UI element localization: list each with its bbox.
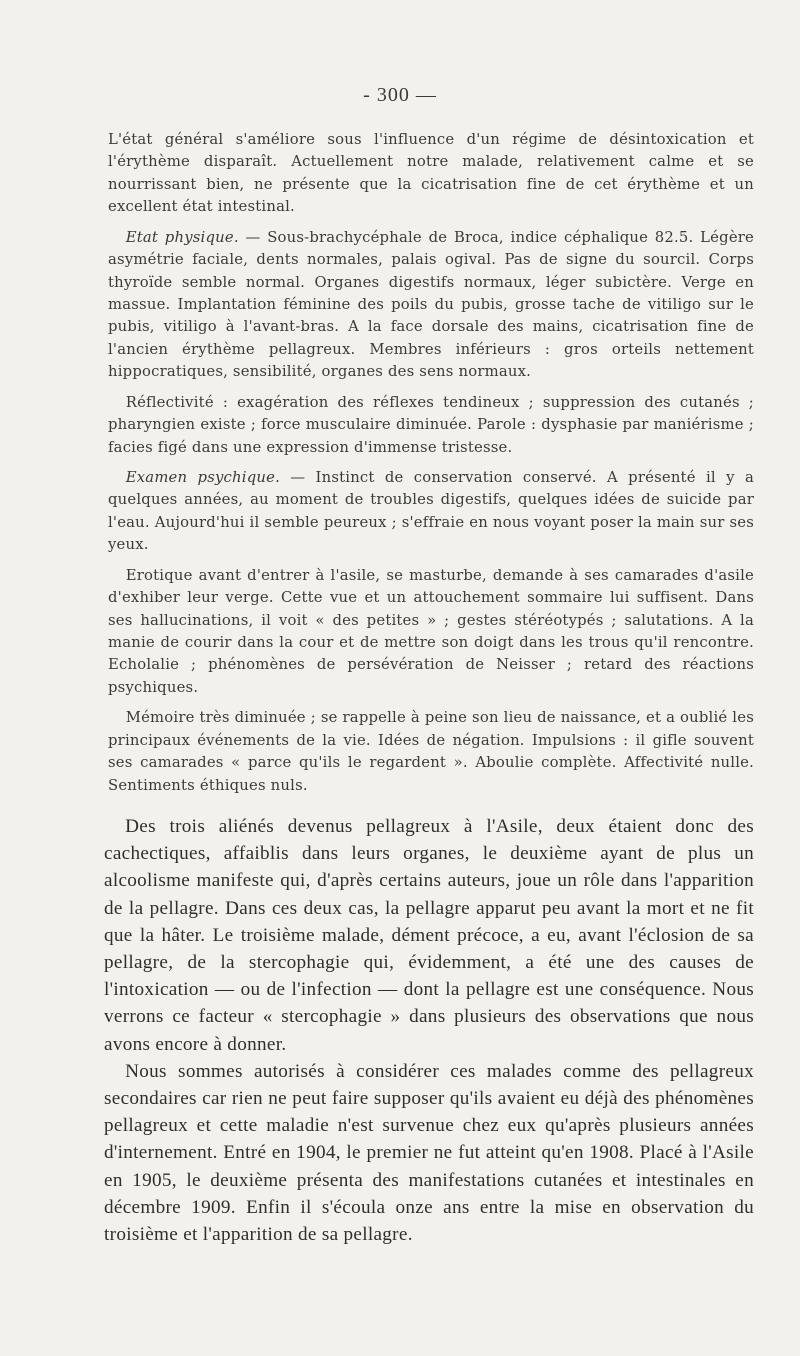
paragraph-lead: Etat physique. bbox=[125, 228, 239, 246]
paragraph-reflexes bbox=[108, 392, 754, 459]
paragraph-psychic-exam bbox=[108, 467, 754, 557]
paragraph-memory bbox=[108, 707, 754, 797]
paragraph-lead: Examen psychique. bbox=[125, 469, 280, 487]
paragraph-three-patients: Des trois aliénés devenus pellagreux à l'Asile, deux étaient donc des cachectiques, affaiblis dans leurs organes, le deuxième ayant de plus un alcoolisme manifeste qui, d'après certains auteurs, joue un rôle dans l'apparition de la pellagre. Dans ces deux cas, la pellagre apparut peu avant la mort et ne fit que la hâter. Le troisième malade, dément précoce, a eu, avant l'éclosion de sa pellagre, de la stercophagie qui, évidemment, a été une des causes de l'intoxication — ou de l'infection — dont la pellagre est une conséquence. Nous verrons ce facteur « stercophagie » dans plusieurs des observations que nous avons encore à donner. bbox=[104, 816, 754, 1055]
paragraph-text: — Instinct de conservation conservé. A présenté il y a quelques années, au moment de troubles digestifs, quelques idées de suicide par l'eau. Aujourd'hui il semble peureux ; s'effraie en nous voyant poser la main sur ses yeux. bbox=[108, 469, 754, 554]
paragraph-text: Réflectivité : exagération des réflexes tendineux ; suppression des cutanés ; pharyngien existe ; force musculaire diminuée. Parole : dysphasie par maniérisme ; facies figé dans une expression d'immense tristesse. bbox=[108, 393, 754, 456]
paragraph-text: L'état général s'améliore sous l'influence d'un régime de désintoxication et l'érythème disparaît. Actuellement notre malade, relativement calme et se nourrissant bien, ne présente que la cicatrisation fine de cet érythème et un excellent état intestinal. bbox=[108, 131, 754, 216]
paragraph-erotic bbox=[108, 565, 754, 699]
discussion-text bbox=[104, 813, 754, 1248]
page-number: - 300 — bbox=[363, 84, 437, 106]
paragraph-text: Mémoire très diminuée ; se rappelle à peine son lieu de naissance, et a oublié les principaux événements de la vie. Idées de négation. Impulsions : il gifle souvent ses camarades « parce qu'ils le regardent ». Aboulie complète. Affectivité nulle. Sentiments éthiques nuls. bbox=[108, 709, 754, 794]
paragraph-physical-state bbox=[108, 227, 754, 384]
paragraph-text: — Sous-brachycéphale de Broca, indice céphalique 82.5. Légère asymétrie faciale, dents normales, palais ogival. Pas de signe du sourcil. Corps thyroïde semble normal. Organes digestifs normaux, léger subictère. Verge en massue. Implantation féminine des poils du pubis, grosse tache de vitiligo sur le pubis, vitiligo à l'avant-bras. A la face dorsale des mains, cicatrisation fine de l'ancien érythème pellagreux. Membres inférieurs : gros orteils nettement hippocratiques, sensibilité, organes des sens normaux. bbox=[108, 228, 755, 381]
paragraph-text: Erotique avant d'entrer à l'asile, se masturbe, demande à ses camarades d'asile d'exhiber leur verge. Cette vue et un attouchement sommaire lui suffisent. Dans ses hallucinations, il voit « des petites » ; gestes stéréotypés ; salutations. A la manie de courir dans la cour et de mettre son doigt dans les trous qu'il rencontre. Echolalie ; phénomènes de persévération de Neisser ; retard des réactions psychiques. bbox=[108, 566, 754, 696]
observation-text bbox=[108, 129, 754, 805]
paragraph-general-state bbox=[108, 129, 754, 219]
paragraph-secondary-pellagra: Nous sommes autorisés à considérer ces malades comme des pellagreux secondaires car rien ne peut faire supposer qu'ils avaient eu déjà des phénomènes pellagreux et cette maladie n'est survenue chez eux qu'après plusieurs années d'internement. Entré en 1904, le premier ne fut atteint qu'en 1908. Placé à l'Asile en 1905, le deuxième présenta des manifestations cutanées et intestinales en décembre 1909. Enfin il s'écoula onze ans entre la mise en observation du troisième et l'apparition de sa pellagre. bbox=[104, 1060, 754, 1246]
